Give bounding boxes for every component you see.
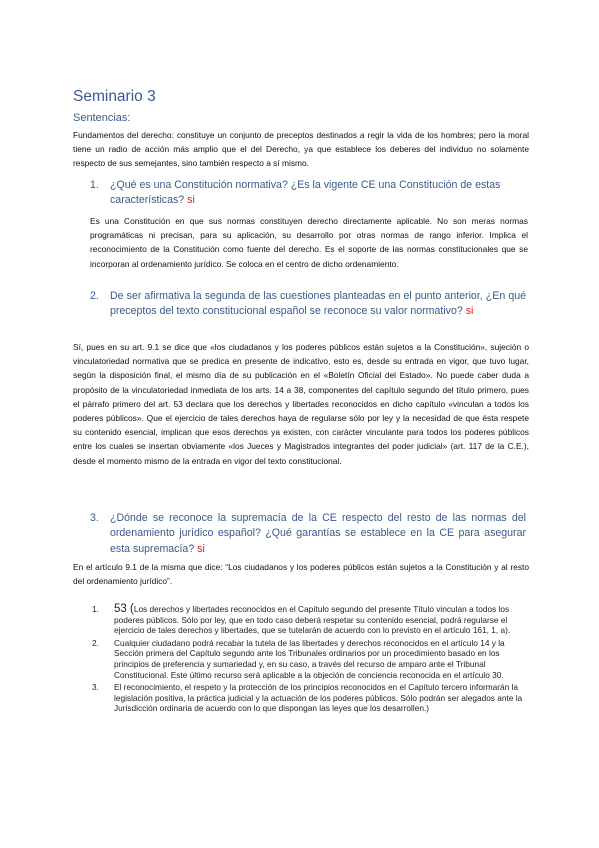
intro-paragraph: Fundamentos del derecho: constituye un conjunto de preceptos destinados a regir la vida de los hombres; pero la moral tiene un radio de acción más amplio que el del Derecho, ya que establece los deberes del individuo no solamente respecto de sus semejantes, sino también respecto a sí mismo. [73,130,529,169]
section-subtitle: Sentencias: [73,112,131,124]
list-item [92,682,529,714]
page-title: Seminario 3 [73,88,156,105]
list-item-number: 3. [92,682,99,693]
question-text: ¿Qué es una Constitución normativa? ¿Es la vigente CE una Constitución de estas características? [110,179,501,207]
question-number: 1. [90,179,99,191]
question-marker: si [187,194,195,207]
question-2 [90,289,526,320]
answer-3: En el artículo 9.1 de la misma que dice: “Los ciudadanos y los poderes públicos están sujetos a la Constitución y al resto del ordenamiento jurídico”. [73,562,529,587]
question-3 [90,511,526,557]
question-number: 2. [90,290,99,302]
question-marker: si [197,542,205,555]
list-item [92,638,529,680]
list-item-number: 2. [92,637,99,648]
answer-2: Sí, pues en su art. 9.1 se dice que «los ciudadanos y los poderes públicos están sujetos a la Constitución», sujeción o vinculatoriedad normativa que se predica en presente de indicativo, esto es, desde su entrada en vigor, que tuvo lugar, según la disposición final, el mismo día de su publicación en el «Boletín Oficial del Estado». No puede caber duda a propósito de la vinculatoriedad inmediata de los arts. 14 a 38, componentes del capítulo segundo del título primero, pues el párrafo primero del art. 53 declara que los derechos y libertades reconocidos en dicho capítulo «vinculan a todos los poderes públicos». Que el ejercicio de tales derechos haya de regularse sólo por ley y la necesidad de que ésta respete su contenido esencial, implican que esos derechos ya existen, con carácter vinculante para todos los poderes públicos entre los cuales se insertan obviamente «los Jueces y Magistrados integrantes del poder judicial» (art. 117 de la C.E.), desde el momento mismo de la entrada en vigor del texto constitucional. [73,342,529,466]
question-marker: si [465,305,474,318]
list-item-text: Cualquier ciudadano podrá recabar la tutela de las libertades y derechos reconocidos en el artículo 14 y la Sección primera del Capítulo segundo ante los Tribunales ordinarios por un procedimiento basado en los principios de preferencia y sumariedad y, en su caso, a través del recurso de amparo ante el Tribunal Constitucional. Este último recurso será aplicable a la objeción de conciencia reconocida en el artículo 30. [114,637,505,680]
answer-1: Es una Constitución en que sus normas constituyen derecho directamente aplicable. No son meras normas programáticas ni precisan, para su aplicación, su desarrollo por otras normas de rango inferior. Implica el reconocimiento de la Constitución como fuente del derecho. Es el soporte de las normas constitucionales que se incorporan al ordenamiento jurídico. Se coloca en el centro de dicho ordenamiento. [90,216,528,269]
list-item-text: El reconocimiento, el respeto y la protección de los principios reconocidos en el Capítulo tercero informarán la legislación positiva, la práctica judicial y la actuación de los poderes públicos. Sólo podrán ser alegados ante la Jurisdicción ordinaria de acuerdo con lo que dispongan las leyes que los desarrollen.) [114,682,523,714]
question-1 [90,178,526,209]
article-53-list [92,604,529,716]
list-item-number: 1. [92,604,99,614]
question-text: De ser afirmativa la segunda de las cuestiones planteadas en el punto anterior, ¿En qué preceptos del texto constitucional español se reconoce su valor normativo? [110,290,526,318]
list-item [92,604,529,636]
question-number: 3. [90,512,99,524]
list-item-text: Los derechos y libertades reconocidos en el Capítulo segundo del presente Título vinculan a todos los poderes públicos. Sólo por ley, que en todo caso deberá respetar su contenido esencial, podrá regularse el ejercicio de tales derechos y libertades, que se tutelarán de acuerdo con lo previsto en el artículo 161, 1, a). [114,604,511,636]
list-item-prefix: 53 ( [114,603,134,615]
question-text: ¿Dónde se reconoce la supremacía de la CE respecto del resto de las normas del ordenamiento jurídico español? ¿Qué garantías se establece en la CE para asegurar esta supremacía? [110,512,526,555]
